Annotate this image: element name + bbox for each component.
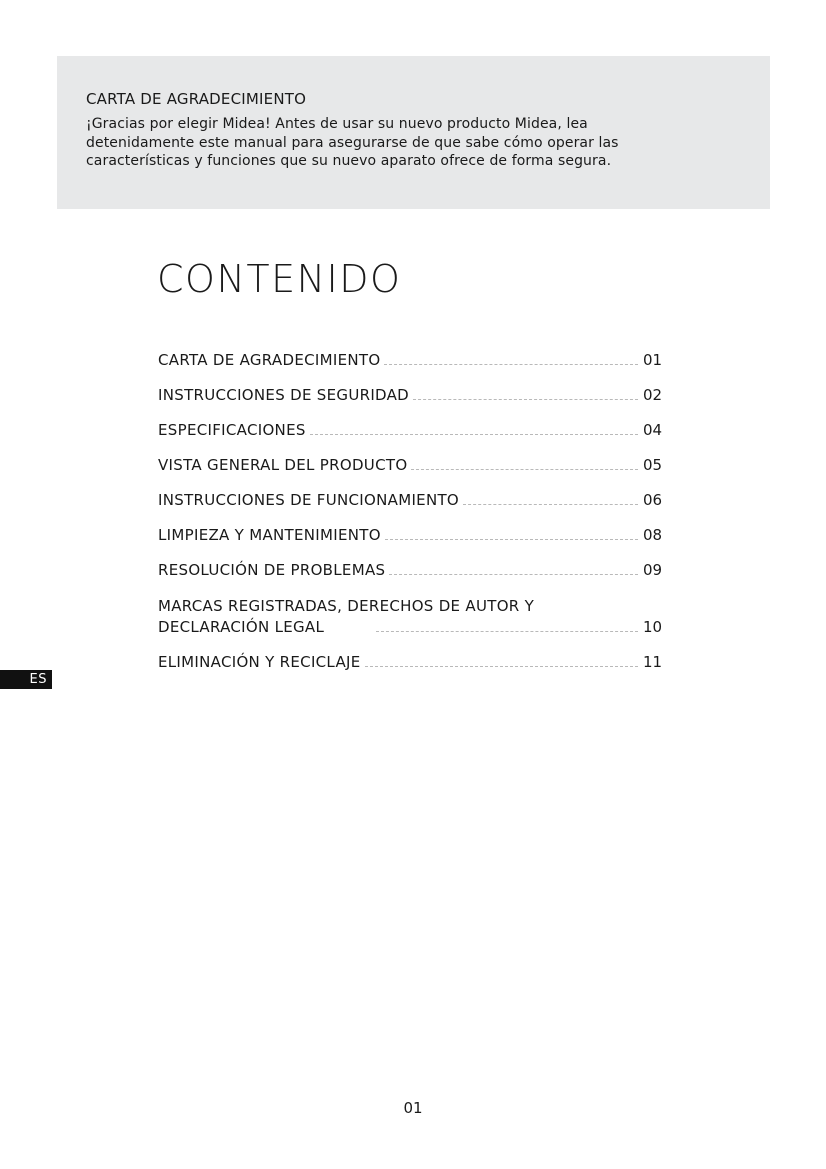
toc-entry[interactable] bbox=[158, 479, 668, 514]
language-tab: ES bbox=[0, 670, 52, 689]
toc-entry[interactable] bbox=[158, 339, 668, 374]
toc-entry[interactable] bbox=[158, 444, 668, 479]
toc-entry-page: 09 bbox=[643, 561, 663, 579]
toc-entry[interactable] bbox=[158, 374, 668, 409]
toc-entry[interactable] bbox=[158, 409, 668, 444]
toc-entry-label-line2: DECLARACIÓN LEGAL bbox=[158, 618, 325, 636]
toc-entry[interactable] bbox=[158, 514, 668, 549]
toc-entry-label: ESPECIFICACIONES bbox=[158, 421, 306, 439]
toc-entry-label: ELIMINACIÓN Y RECICLAJE bbox=[158, 653, 361, 671]
toc-entry-label-line1: MARCAS REGISTRADAS, DERECHOS DE AUTOR Y bbox=[158, 597, 535, 615]
page-number: 01 bbox=[403, 1099, 423, 1117]
toc-entry-page: 06 bbox=[643, 491, 663, 509]
toc-entry-page: 04 bbox=[643, 421, 663, 439]
toc-dotted-leader bbox=[463, 504, 638, 505]
toc-entry-label bbox=[158, 596, 628, 641]
toc-entry-label: RESOLUCIÓN DE PROBLEMAS bbox=[158, 561, 386, 579]
toc-entry-label: CARTA DE AGRADECIMIENTO bbox=[158, 351, 381, 369]
toc-dotted-leader bbox=[310, 434, 638, 435]
letter-title: CARTA DE AGRADECIMIENTO bbox=[86, 90, 307, 108]
toc-dotted-leader bbox=[365, 666, 638, 667]
toc-entry-page: 11 bbox=[643, 653, 663, 671]
letter-body-line: detenidamente este manual para asegurarse de que sabe cómo operar las bbox=[86, 134, 619, 151]
toc-dotted-leader bbox=[411, 469, 638, 470]
toc-entry-page: 05 bbox=[643, 456, 663, 474]
toc-entry-label: INSTRUCCIONES DE SEGURIDAD bbox=[158, 386, 410, 404]
thank-you-letter-box bbox=[57, 56, 770, 209]
table-of-contents bbox=[158, 339, 668, 676]
toc-dotted-leader bbox=[413, 399, 638, 400]
toc-entry-label: LIMPIEZA Y MANTENIMIENTO bbox=[158, 526, 381, 544]
toc-dotted-leader bbox=[385, 539, 638, 540]
toc-entry-page: 08 bbox=[643, 526, 663, 544]
toc-dotted-leader bbox=[376, 631, 638, 632]
letter-body bbox=[86, 115, 750, 171]
toc-entry[interactable] bbox=[158, 549, 668, 584]
letter-body-line: características y funciones que su nuevo aparato ofrece de forma segura. bbox=[86, 153, 612, 169]
toc-entry-page: 01 bbox=[643, 351, 663, 369]
toc-entry-label: INSTRUCCIONES DE FUNCIONAMIENTO bbox=[158, 491, 460, 509]
toc-entry[interactable] bbox=[158, 641, 668, 676]
toc-dotted-leader bbox=[384, 364, 638, 365]
toc-entry-page: 02 bbox=[643, 386, 663, 404]
toc-entry-page: 10 bbox=[643, 618, 663, 636]
toc-dotted-leader bbox=[389, 574, 638, 575]
toc-entry-label: VISTA GENERAL DEL PRODUCTO bbox=[158, 456, 408, 474]
letter-body-line: ¡Gracias por elegir Midea! Antes de usar su nuevo producto Midea, lea bbox=[86, 116, 588, 132]
toc-entry[interactable] bbox=[158, 584, 668, 641]
contents-title: CONTENIDO bbox=[157, 257, 402, 301]
